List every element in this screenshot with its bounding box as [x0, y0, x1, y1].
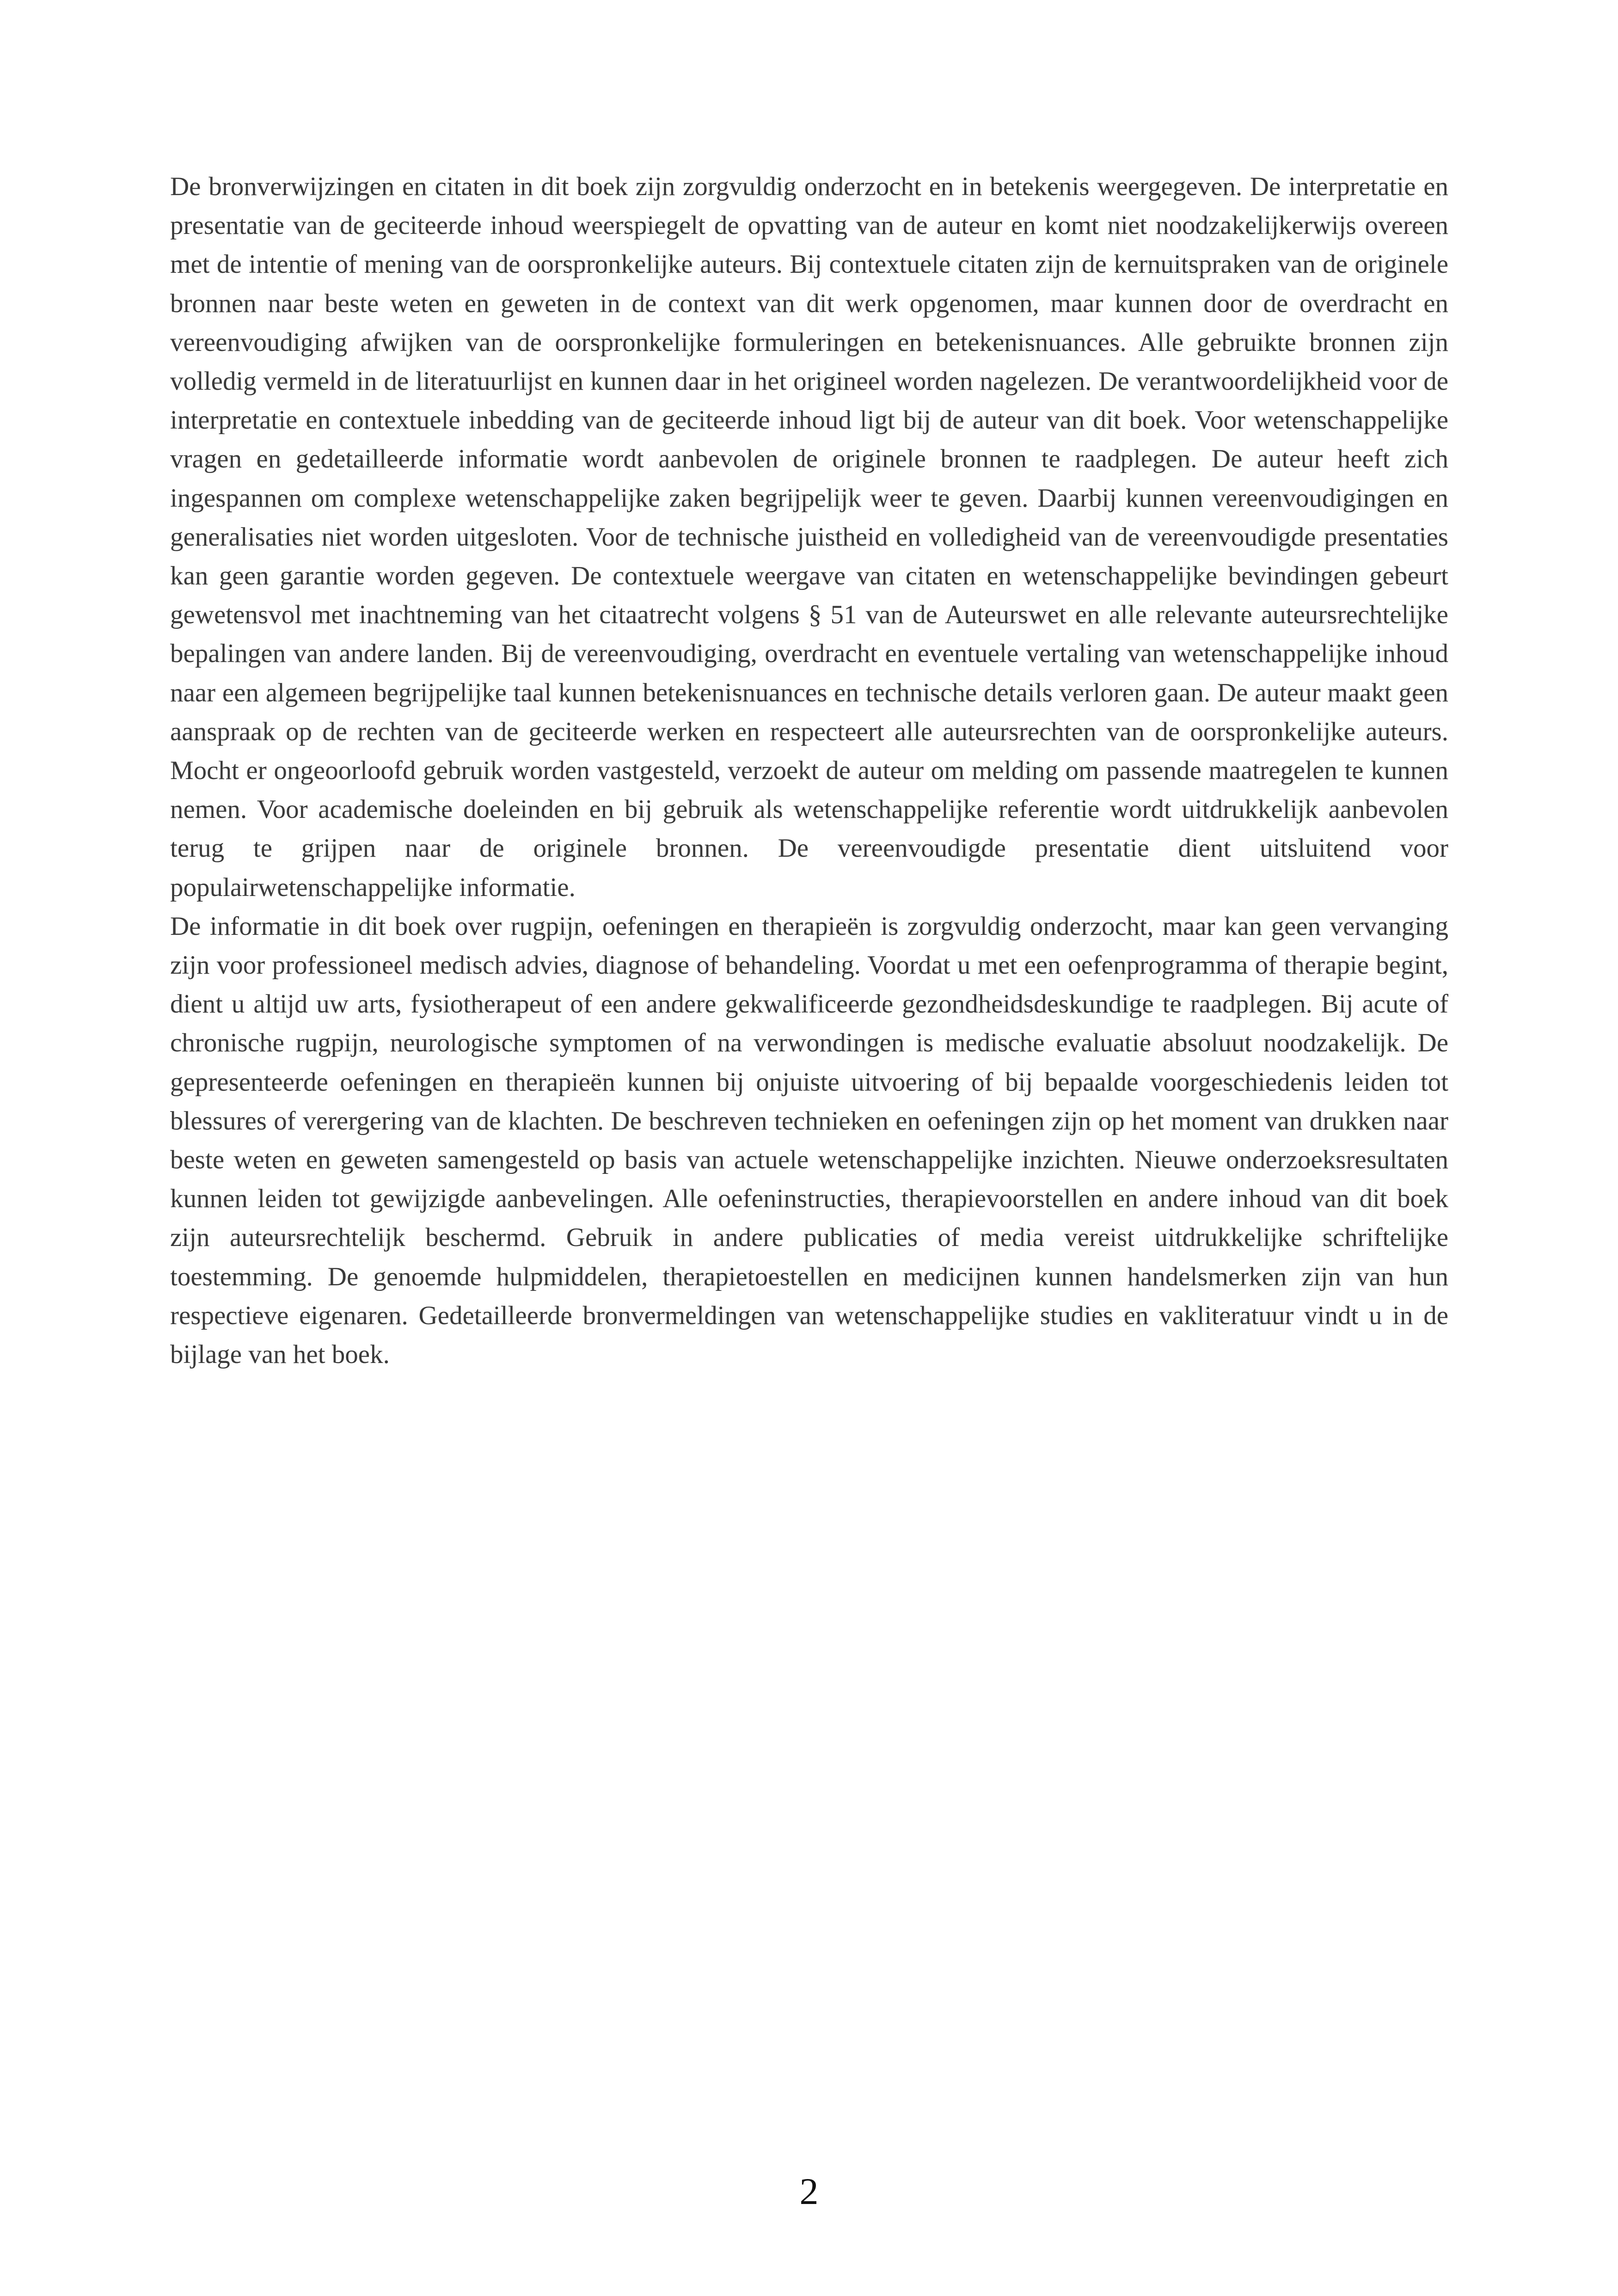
disclaimer-sources-paragraph: De bronverwijzingen en citaten in dit boek zijn zorgvuldig onderzocht en in betekenis weergegeven. De interpretatie en presentatie van de geciteerde inhoud weerspiegelt de opvatting van de auteur en komt niet noodzakelijkerwijs overeen met de intentie of mening van de oorspronkelijke auteurs. Bij contextuele citaten zijn de kernuitspraken van de originele bronnen naar beste weten en geweten in de context van dit werk opgenomen, maar kunnen door de overdracht en vereenvoudiging afwijken van de oorspronkelijke formuleringen en betekenisnuances. Alle gebruikte bronnen zijn volledig vermeld in de literatuurlijst en kunnen daar in het origineel worden nagelezen. De verantwoordelijkheid voor de interpretatie en contextuele inbedding van de geciteerde inhoud ligt bij de auteur van dit boek. Voor wetenschappelijke vragen en gedetailleerde informatie wordt aanbevolen de originele bronnen te raadplegen. De auteur heeft zich ingespannen om complexe wetenschappelijke zaken begrijpelijk weer te geven. Daarbij kunnen vereenvoudigingen en generalisaties niet worden uitgesloten. Voor de technische juistheid en volledigheid van de vereenvoudigde presentaties kan geen garantie worden gegeven. De contextuele weergave van citaten en wetenschappelijke bevindingen gebeurt gewetensvol met inachtneming van het citaatrecht volgens § 51 van de Auteurswet en alle relevante auteursrechtelijke bepalingen van andere landen. Bij de vereenvoudiging, overdracht en eventuele vertaling van wetenschappelijke inhoud naar een algemeen begrijpelijke taal kunnen betekenisnuances en technische details verloren gaan. De auteur maakt geen aanspraak op de rechten van de geciteerde werken en respecteert alle auteursrechten van de oorspronkelijke auteurs. Mocht er ongeoorloofd gebruik worden vastgesteld, verzoekt de auteur om melding om passende maatregelen te kunnen nemen. Voor academische doeleinden en bij gebruik als wetenschappelijke referentie wordt uitdrukkelijk aanbevolen terug te grijpen naar de originele bronnen. De vereenvoudigde presentatie dient uitsluitend voor populairwetenschappelijke informatie.: [170, 172, 1448, 902]
disclaimer-medical-paragraph: De informatie in dit boek over rugpijn, oefeningen en therapieën is zorgvuldig onderzocht, maar kan geen vervanging zijn voor professioneel medisch advies, diagnose of behandeling. Voordat u met een oefenprogramma of therapie begint, dient u altijd uw arts, fysiotherapeut of een andere gekwalificeerde gezondheidsdeskundige te raadplegen. Bij acute of chronische rugpijn, neurologische symptomen of na verwondingen is medische evaluatie absoluut noodzakelijk. De gepresenteerde oefeningen en therapieën kunnen bij onjuiste uitvoering of bij bepaalde voorgeschiedenis leiden tot blessures of verergering van de klachten. De beschreven technieken en oefeningen zijn op het moment van drukken naar beste weten en geweten samengesteld op basis van actuele wetenschappelijke inzichten. Nieuwe onderzoeksresultaten kunnen leiden tot gewijzigde aanbevelingen. Alle oefeninstructies, therapievoorstellen en andere inhoud van dit boek zijn auteursrechtelijk beschermd. Gebruik in andere publicaties of media vereist uitdrukkelijke schriftelijke toestemming. De genoemde hulpmiddelen, therapietoestellen en medicijnen kunnen handelsmerken zijn van hun respectieve eigenaren. Gedetailleerde bronvermeldingen van wetenschappelijke studies en vakliteratuur vindt u in de bijlage van het boek.: [170, 911, 1448, 1369]
body-text: [170, 167, 1448, 1374]
page-number: 2: [799, 2170, 819, 2212]
